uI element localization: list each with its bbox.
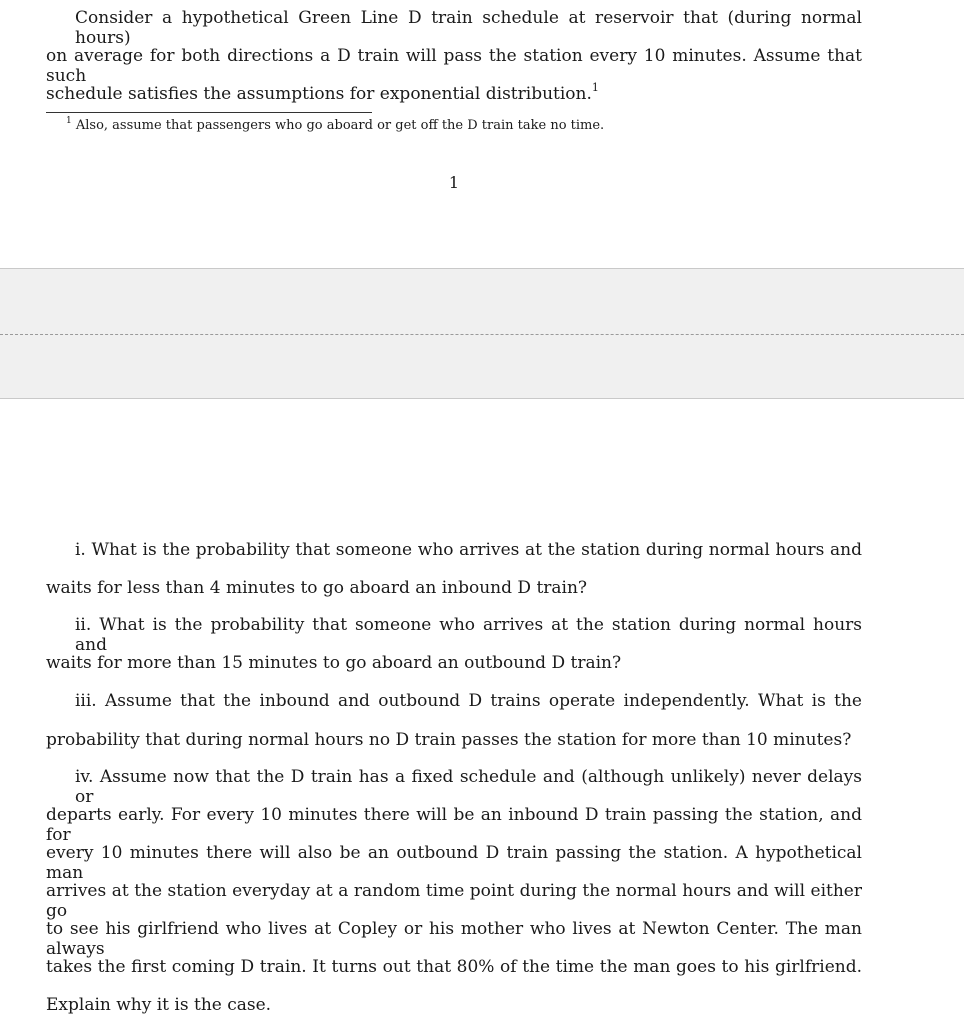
intro-line-2: on average for both directions a D train will pass the station every 10 minutes. Assume that such [46,46,862,86]
footnote-text: Also, assume that passengers who go aboard or get off the D train take no time. [75,118,605,133]
intro-line-3 [46,81,862,104]
page-number: 1 [448,173,460,192]
intro-line-1: Consider a hypothetical Green Line D train schedule at reservoir that (during normal hours) [75,8,862,48]
footnote-rule [46,112,372,113]
question-4-line-1: iv. Assume now that the D train has a fixed schedule and (although unlikely) never delays or [75,767,862,807]
footnote-marker: 1 [66,115,72,126]
question-4-line-7: Explain why it is the case. [46,995,272,1015]
question-2-line-1: ii. What is the probability that someone who arrives at the station during normal hours and [75,615,862,655]
intro-line-3-text: schedule satisfies the assumptions for exponential distribution. [46,84,592,104]
question-1-line-1: i. What is the probability that someone who arrives at the station during normal hours and [75,540,862,560]
question-4-line-4: arrives at the station everyday at a random time point during the normal hours and will either go [46,881,862,921]
question-4-line-3: every 10 minutes there will also be an outbound D train passing the station. A hypothetical man [46,843,862,883]
page-separator [0,268,964,399]
document-page-2 [0,399,964,1024]
question-4-line-2: departs early. For every 10 minutes there will be an inbound D train passing the station, and for [46,805,862,845]
question-3-line-2: probability that during normal hours no D train passes the station for more than 10 minutes? [46,730,852,750]
question-2-line-2: waits for more than 15 minutes to go aboard an outbound D train? [46,653,622,673]
question-1-line-2: waits for less than 4 minutes to go aboard an inbound D train? [46,578,588,598]
page-break-line [0,334,964,335]
footnote-reference[interactable]: 1 [591,81,599,95]
question-4-line-5: to see his girlfriend who lives at Copley or his mother who lives at Newton Center. The man always [46,919,862,959]
question-4-line-6: takes the first coming D train. It turns out that 80% of the time the man goes to his girlfriend. [46,957,862,977]
footnote [66,115,605,134]
document-page-1 [0,0,964,268]
question-3-line-1: iii. Assume that the inbound and outbound D trains operate independently. What is the [75,691,862,711]
